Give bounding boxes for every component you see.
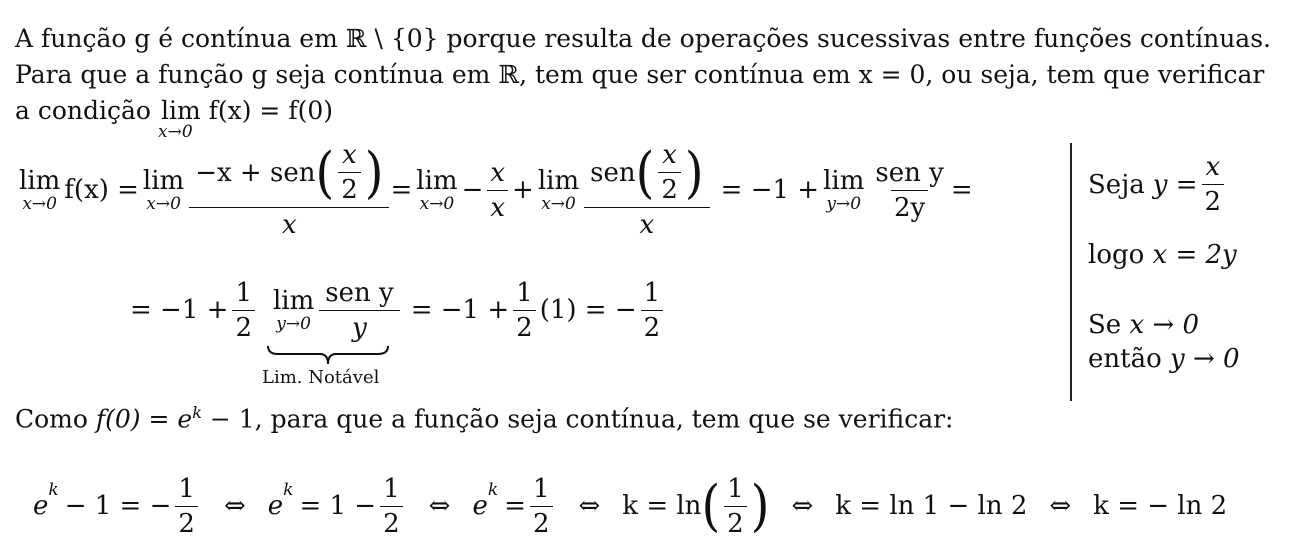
underbrace-icon [266,344,390,366]
fraction-one-half: $\frac{1}{2}$ [232,278,255,343]
lim-operator: lim x→0 [142,166,185,214]
fraction-sen-y-y: $\frac{\text{sen y}}{y}$ [322,278,396,343]
side-note-se: Se x → 0 [1088,310,1199,340]
limit-condition-subscript: x→0 [158,122,193,142]
iff-symbol: ⇔ [428,491,451,521]
side-note-logo: logo x = 2y [1088,240,1237,270]
fraction-half-x: $\frac{x}{2}$ [338,140,361,205]
side-note-entao: então y → 0 [1088,344,1240,374]
iff-symbol: ⇔ [223,491,246,521]
fraction-one-half: $\frac{1}{2}$ [513,278,536,343]
limit-equation-row-1: lim x→0 f(x) = lim x→0 −x + sen ( $\frac{x}{2}$ ) x = lim x→0 − $\frac{x}{x}$ + lim x→0 sen ( $\frac{x}{2}$ ) x = −1 + lim y→0 $\frac{\text{sen y}}{2y}$ = [19,140,973,240]
lim-operator: lim y→0 [823,166,865,214]
fraction-one-half: $\frac{1}{2}$ [530,474,553,539]
limit-condition: lim f(x) = f(0) [160,96,333,125]
vertical-divider [1070,143,1072,401]
fraction-x-over-2: $\frac{x}{2}$ [1202,152,1225,217]
fraction-one-half: $\frac{1}{2}$ [724,474,747,539]
paragraph-line-2: Para que a função g seja contínua em ℝ, tem que ser contínua em x = 0, ou seja, tem que verificar [15,60,1265,89]
fraction-x-over-x: $\frac{x}{x}$ [487,158,508,223]
lim-operator: lim y→0 [272,286,315,334]
fraction-one-half: $\frac{1}{2}$ [175,474,198,539]
lim-operator: lim x→0 [537,166,580,214]
iff-symbol: ⇔ [1049,491,1072,521]
fraction-one-half: $\frac{1}{2}$ [380,474,403,539]
paragraph-line-3: a condição lim f(x) = f(0) [15,96,333,125]
iff-symbol: ⇔ [791,491,814,521]
iff-symbol: ⇔ [578,491,601,521]
fraction-sen-half: sen ( $\frac{x}{2}$ ) x [587,140,707,240]
continuity-condition-text: Como $f(0) = e^k - 1$, para que a função seja contínua, tem que se verificar: [15,403,954,434]
side-note-substitution: Seja y = $\frac{x}{2}$ [1088,152,1228,217]
lim-operator: lim x→0 [19,166,61,214]
paragraph-line-1: A função g é contínua em ℝ \ {0} porque resulta de operações sucessivas entre funções contínuas. [15,24,1271,53]
limit-equation-row-2: = −1 + $\frac{1}{2}$ lim y→0 $\frac{\text{sen y}}{y}$ = −1 + $\frac{1}{2}$ (1) = − $\frac{1}{2}$ [130,272,667,348]
fraction-main: −x + sen ( $\frac{x}{2}$ ) x [192,140,386,240]
fraction-half-x: $\frac{x}{2}$ [658,140,681,205]
notable-limit-label: Lim. Notável [262,367,380,388]
lim-operator: lim x→0 [416,166,458,214]
fraction-one-half: $\frac{1}{2}$ [641,278,664,343]
final-equation: e $^k$ − 1 = − $\frac{1}{2}$ ⇔ e $^k$ = 1 − $\frac{1}{2}$ ⇔ e $^k$ = $\frac{1}{2}$ ⇔ k = ln ( $\frac{1}{2}$ ) ⇔ k = ln 1 − ln 2 ⇔ k = − ln 2 [33,473,1228,539]
fraction-sen-y-2y: $\frac{\text{sen y}}{2y}$ [875,157,944,223]
